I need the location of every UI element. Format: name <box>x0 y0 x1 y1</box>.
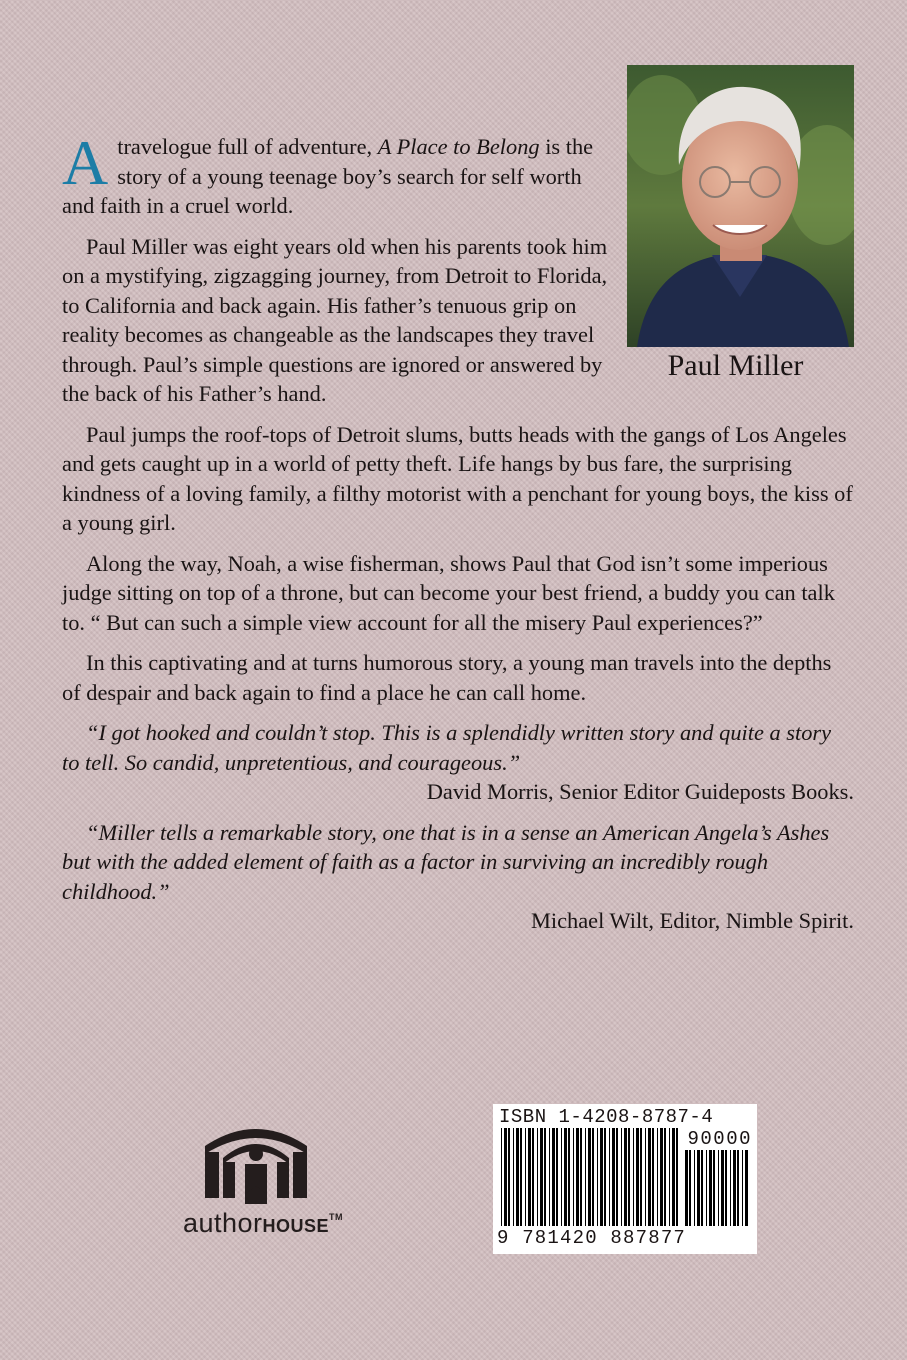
barcode-bar <box>652 1128 654 1226</box>
barcode-bar <box>745 1150 748 1226</box>
barcode-bar <box>573 1128 574 1226</box>
publisher-logo <box>163 1116 363 1246</box>
blurb-paragraph-3: Paul jumps the roof-tops of Detroit slums, butts heads with the gangs of Los Angeles and gets caught up in a world of petty theft. Life hangs by bus fare, the surprising kindness of a loving family, a filthy motorist with a penchant for young boys, the kiss of a young girl. <box>62 421 853 535</box>
isbn-label: ISBN 1-4208-8787-4 <box>499 1106 714 1128</box>
price-code: 90000 <box>687 1128 752 1150</box>
ean-barcode-bars <box>501 1128 681 1226</box>
barcode-bar <box>664 1128 666 1226</box>
barcode-bar <box>508 1128 510 1226</box>
barcode-bar <box>549 1128 550 1226</box>
isbn-barcode <box>493 1104 757 1254</box>
barcode-bar <box>600 1128 603 1226</box>
trademark-symbol: TM <box>329 1212 344 1222</box>
barcode-bar <box>669 1128 670 1226</box>
ean-digits: 9 781420 887877 <box>497 1227 687 1249</box>
barcode-bar <box>640 1128 642 1226</box>
barcode-bar <box>513 1128 514 1226</box>
barcode-bar <box>609 1128 610 1226</box>
barcode-bar <box>672 1128 675 1226</box>
barcode-bar <box>725 1150 727 1226</box>
barcode-bar <box>733 1150 736 1226</box>
barcode-bar <box>597 1128 598 1226</box>
barcode-bar <box>718 1150 719 1226</box>
barcode-bar <box>540 1128 543 1226</box>
back-cover-blurb <box>62 127 854 947</box>
barcode-bar <box>713 1150 715 1226</box>
review-attribution: Michael Wilt, Editor, Nimble Spirit. <box>530 908 854 933</box>
barcode-bar <box>689 1150 691 1226</box>
barcode-bar <box>636 1128 639 1226</box>
barcode-bar <box>694 1150 695 1226</box>
barcode-bar <box>730 1150 731 1226</box>
blurb-paragraph-2: Paul Miller was eight years old when his parents took him on a mystifying, zigzagging journey, from Detroit to Florida, to California and back again. His father’s tenuous grip on reality becomes as changeable as the landscapes they travel through. Paul’s simple questions are ignored or answered by the back of his Father’s hand. <box>62 233 608 406</box>
book-title: A Place to Belong <box>377 134 540 159</box>
barcode-bar <box>648 1128 651 1226</box>
publisher-wordmark <box>163 1208 363 1239</box>
barcode-bar <box>544 1128 546 1226</box>
barcode-bar <box>657 1128 658 1226</box>
house-icon <box>201 1116 311 1206</box>
barcode-bar <box>624 1128 627 1226</box>
barcode-bar <box>528 1128 531 1226</box>
barcode-bar <box>676 1128 678 1226</box>
addon-barcode-bars <box>685 1150 751 1226</box>
blurb-paragraph-4: Along the way, Noah, a wise fisherman, shows Paul that God isn’t some imperious judge sitting on top of a throne, but can become your best friend, a buddy you can talk to. “ But can such a simple view account for all the misery Paul experiences?” <box>62 550 835 635</box>
barcode-bar <box>592 1128 594 1226</box>
barcode-bar <box>532 1128 534 1226</box>
barcode-bar <box>697 1150 700 1226</box>
barcode-bar <box>504 1128 507 1226</box>
barcode-bar <box>742 1150 743 1226</box>
review-quote: “I got hooked and couldn’t stop. This is a splendidly written story and quite a story to tell. So candid, unpretentious, and courageous.” <box>62 720 832 775</box>
barcode-bar <box>537 1128 538 1226</box>
barcode-bar <box>685 1150 688 1226</box>
drop-cap: A <box>62 127 109 198</box>
barcode-bar <box>585 1128 586 1226</box>
barcode-bar <box>561 1128 562 1226</box>
barcode-bar <box>628 1128 630 1226</box>
barcode-bar <box>721 1150 724 1226</box>
barcode-bar <box>737 1150 739 1226</box>
barcode-bar <box>645 1128 646 1226</box>
barcode-bar <box>525 1128 526 1226</box>
barcode-bar <box>616 1128 618 1226</box>
barcode-bar <box>580 1128 582 1226</box>
publisher-name-part1: author <box>182 1208 263 1238</box>
publisher-name-part2: HOUSE <box>262 1216 330 1236</box>
photo-caption: Paul Miller <box>667 349 804 382</box>
barcode-bar <box>621 1128 622 1226</box>
barcode-bar <box>520 1128 522 1226</box>
intro-lead-text: travelogue full of adventure, <box>117 134 378 159</box>
barcode-bar <box>516 1128 519 1226</box>
barcode-bar <box>706 1150 707 1226</box>
barcode-bar <box>568 1128 570 1226</box>
barcode-bar <box>552 1128 555 1226</box>
blurb-intro <box>62 127 618 221</box>
review-attribution: David Morris, Senior Editor Guideposts Books. <box>426 779 854 804</box>
blurb-paragraph-5: In this captivating and at turns humorous story, a young man travels into the depths of despair and back again to find a place he can call home. <box>62 650 832 705</box>
barcode-bar <box>556 1128 558 1226</box>
barcode-bar <box>660 1128 663 1226</box>
barcode-bar <box>564 1128 567 1226</box>
intro-tail-text: is the story of a young teenage boy’s search for self worth and faith in a cruel world. <box>62 134 594 218</box>
barcode-bar <box>576 1128 579 1226</box>
barcode-bar <box>604 1128 606 1226</box>
barcode-bar <box>709 1150 712 1226</box>
barcode-bar <box>633 1128 634 1226</box>
barcode-bar <box>612 1128 615 1226</box>
barcode-bar <box>501 1128 502 1226</box>
barcode-bar <box>701 1150 703 1226</box>
review-quote: “Miller tells a remarkable story, one that is in a sense an American Angela’s Ashes but with the added element of faith as a factor in surviving an incredibly rough childhood.” <box>62 819 830 904</box>
barcode-bar <box>588 1128 591 1226</box>
